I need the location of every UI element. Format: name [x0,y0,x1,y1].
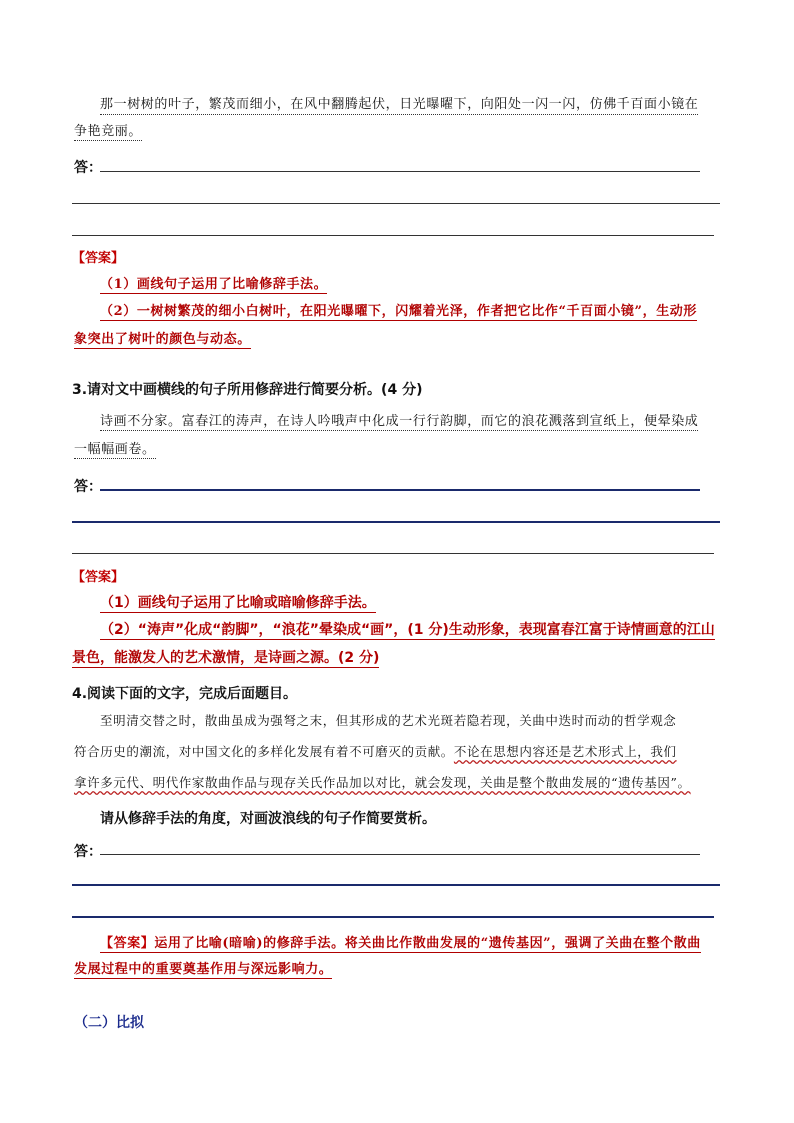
q3-question: 3.请对文中画横线的句子所用修辞进行简要分析。(4 分) [72,382,423,398]
q2-passage-line2-wrap [74,124,142,140]
q2-answer-1-wrap [100,273,327,292]
q3-answer-line-2[interactable] [72,521,720,523]
q3-passage-line2-wrap [74,442,156,458]
q2-answer-2-line1: （2）一树树繁茂的细小白树叶，在阳光曝曜下，闪耀着光泽，作者把它比作“千百面小镜”，生动形 [100,304,698,319]
q3-passage-line1: 诗画不分家。富春江的涛声，在诗人吟哦声中化成一行行韵脚，而它的浪花溅落到宣纸上，便晕染成 [100,414,699,429]
q3-passage-line1-wrap [100,414,698,430]
q3-answer-line-1[interactable] [100,489,700,491]
q3-answer-label: 答： [74,479,102,495]
q4-answer-line-3[interactable] [72,916,714,918]
q3-answer-line-3[interactable] [72,553,714,554]
q2-passage-line2: 争艳竞丽。 [74,124,143,139]
q3-answer-2-line1: （2）“涛声”化成“韵脚”，“浪花”晕染成“画”，(1 分)生动形象，表现富春江富于诗情画意的江山 [100,622,715,638]
q2-answer-line-2[interactable] [72,203,720,204]
q3-answer-2-line2-wrap [72,647,379,667]
q4-answer-line2: 发展过程中的重要奠基作用与深远影响力。 [74,962,333,977]
q3-answer-2-line1-wrap [100,619,715,639]
q4-passage-line2-plain: 符合历史的潮流，对中国文化的多样化发展有着不可磨灭的贡献。 [74,744,454,759]
q3-answer-2-line2: 景色，能激发人的艺术激情，是诗画之源。(2 分) [72,650,380,666]
q4-passage-line2 [74,744,677,760]
q2-answer-2-line2-wrap [74,328,251,347]
q2-passage [100,97,740,115]
q2-passage-line1: 那一树树的叶子，繁茂而细小，在风中翻腾起伏，日光曝曜下，向阳处一闪一闪，仿佛千百面小镜在 [100,97,698,115]
q4-heading: 4.阅读下面的文字，完成后面题目。 [72,686,298,702]
q2-answer-2-line2: 象突出了树叶的颜色与动态。 [74,332,251,347]
section-title: （二）比拟 [74,1015,144,1031]
q4-answer-line1-wrap [100,932,701,951]
q4-answer-label: 答： [74,844,102,860]
q4-passage-line2-wavy: 不论在思想内容还是艺术形式上，我们 [453,744,677,759]
q2-answer-line-1[interactable] [100,171,700,172]
q3-answer-1: （1）画线句子运用了比喻或暗喻修辞手法。 [100,595,376,611]
q4-passage-line3-wrap [74,775,691,791]
q4-answer-line2-wrap [74,958,332,977]
q4-answer-line-1[interactable] [100,854,700,855]
q4-passage-line1: 至明清交替之时，散曲虽成为强弩之末，但其形成的艺术光斑若隐若现，关曲中迭时而动的哲学观念 [100,713,677,728]
q4-instruction: 请从修辞手法的角度，对画波浪线的句子作简要赏析。 [100,811,436,827]
q4-answer-tag: 【答案】 [100,936,155,951]
q2-answer-line-3[interactable] [72,235,714,236]
q3-passage-line2: 一幅幅画卷。 [74,442,156,457]
q4-answer-line-2[interactable] [72,884,720,886]
q2-answer-2-line1-wrap [100,300,697,319]
q2-answer-tag: 【答案】 [72,251,125,266]
q3-answer-tag: 【答案】 [72,570,125,585]
q2-answer-1: （1）画线句子运用了比喻修辞手法。 [100,277,328,292]
q3-answer-1-wrap [100,592,376,612]
q4-passage-line3: 拿许多元代、明代作家散曲作品与现存关氏作品加以对比，就会发现，关曲是整个散曲发展的“遗传基因”。 [74,775,691,790]
q2-answer-label: 答： [74,160,102,176]
q4-answer-line1: 运用了比喻(暗喻)的修辞手法。将关曲比作散曲发展的“遗传基因”，强调了关曲在整个散曲 [154,936,701,951]
